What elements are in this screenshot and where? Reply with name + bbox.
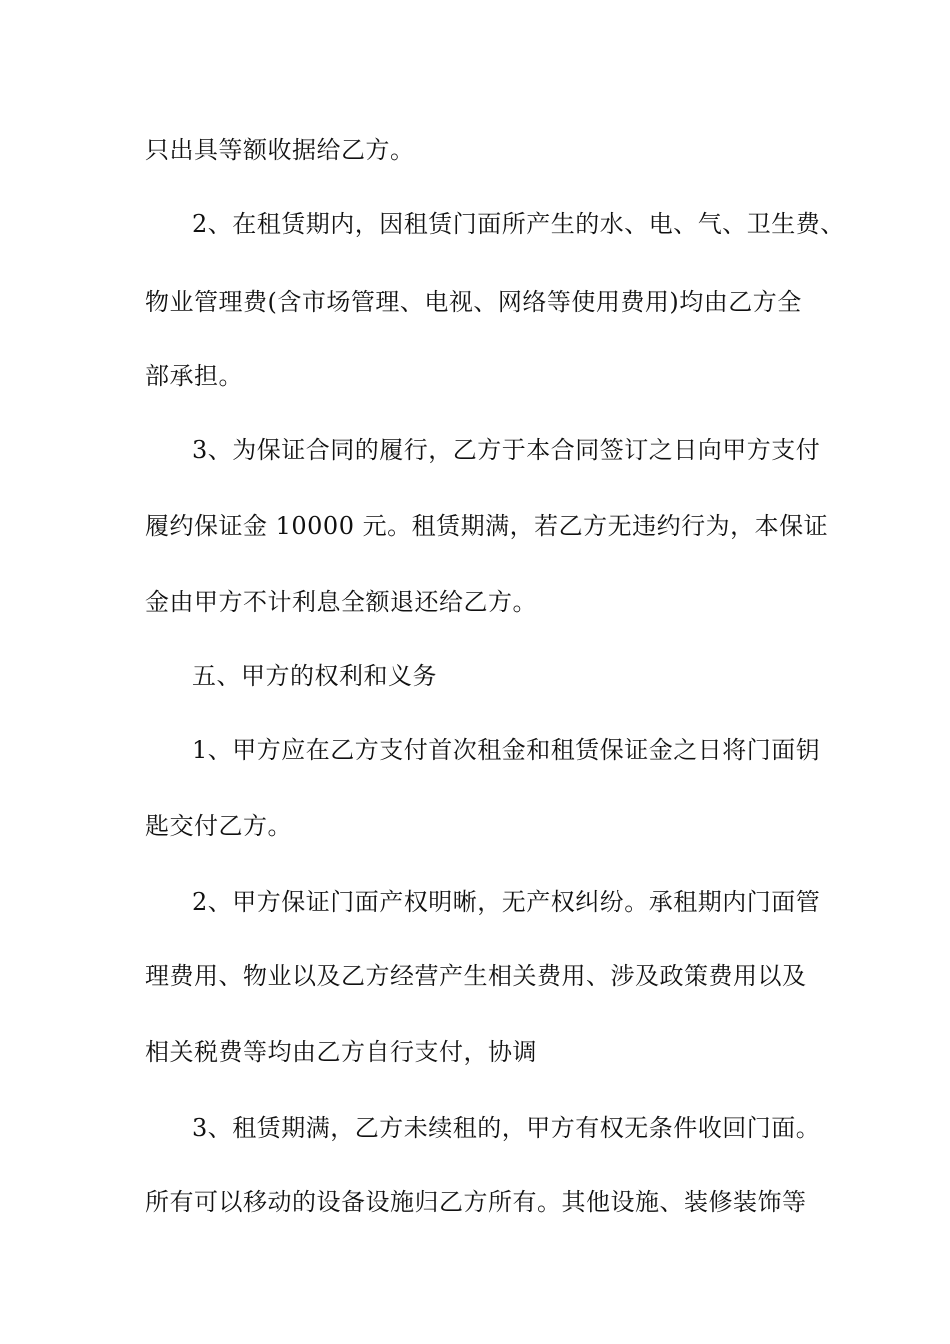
text-line: 2、甲方保证门面产权明晰，无产权纠纷。承租期内门面管 [192,888,821,916]
text-line: 1、甲方应在乙方支付首次租金和租赁保证金之日将门面钥 [192,736,821,764]
text-line: 只出具等额收据给乙方。 [145,136,415,164]
text-line: 2、在租赁期内，因租赁门面所产生的水、电、气、卫生费、 [192,210,845,238]
section-heading: 五、甲方的权利和义务 [192,662,437,690]
text-line: 理费用、物业以及乙方经营产生相关费用、涉及政策费用以及 [145,962,807,990]
text-line: 相关税费等均由乙方自行支付，协调 [145,1038,537,1066]
text-line: 物业管理费(含市场管理、电视、网络等使用费用)均由乙方全 [145,288,802,316]
text-line: 匙交付乙方。 [145,812,292,840]
text-line: 部承担。 [145,362,243,390]
text-line: 3、租赁期满，乙方未续租的，甲方有权无条件收回门面。 [192,1114,821,1142]
text-line: 履约保证金 10000 元。租赁期满，若乙方无违约行为，本保证 [145,512,829,540]
text-line: 金由甲方不计利息全额退还给乙方。 [145,588,537,616]
text-line: 3、为保证合同的履行，乙方于本合同签订之日向甲方支付 [192,436,821,464]
text-line: 所有可以移动的设备设施归乙方所有。其他设施、装修装饰等 [145,1188,807,1216]
